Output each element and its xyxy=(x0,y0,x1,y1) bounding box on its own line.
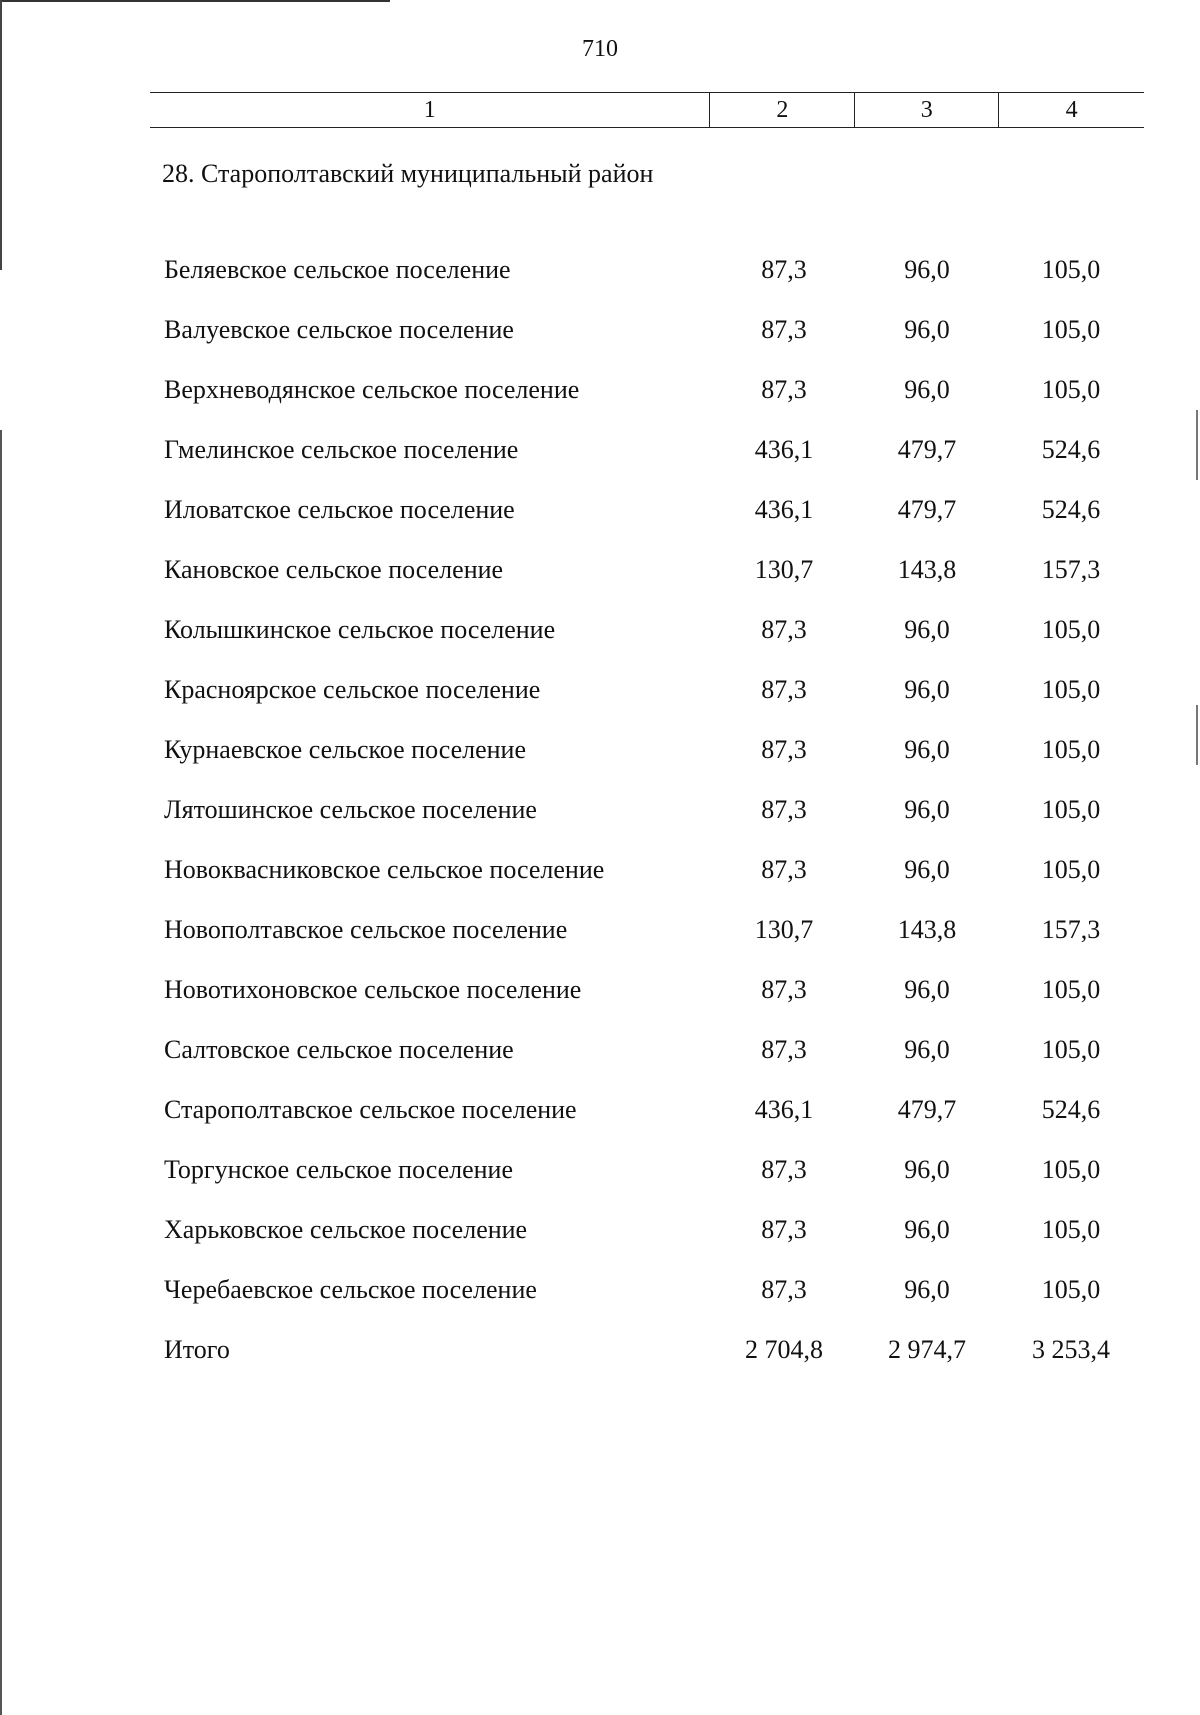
table-row xyxy=(0,490,1200,530)
row-value-col2: 87,3 xyxy=(761,1275,807,1304)
row-value-col3: 96,0 xyxy=(904,375,950,404)
row-value-col2: 436,1 xyxy=(754,1095,814,1124)
total-label: Итого xyxy=(164,1335,230,1364)
row-value-col4: 524,6 xyxy=(1041,495,1101,524)
table-row xyxy=(0,1030,1200,1070)
table-row xyxy=(0,1210,1200,1250)
row-name: Курнаевское сельское поселение xyxy=(164,735,526,764)
section-title: 28. Старополтавский муниципальный район xyxy=(162,159,654,188)
column-header-2: 2 xyxy=(710,93,855,127)
row-name: Новополтавское сельское поселение xyxy=(164,915,568,944)
row-value-col3: 96,0 xyxy=(904,675,950,704)
table-row xyxy=(0,250,1200,290)
table-row xyxy=(0,1270,1200,1310)
row-value-col3: 96,0 xyxy=(904,975,950,1004)
row-value-col4: 524,6 xyxy=(1041,1095,1101,1124)
table-row xyxy=(0,1090,1200,1130)
row-value-col2: 87,3 xyxy=(761,795,807,824)
row-value-col2: 87,3 xyxy=(761,315,807,344)
row-value-col3: 96,0 xyxy=(904,795,950,824)
row-name: Гмелинское сельское поселение xyxy=(164,435,519,464)
table-row xyxy=(0,430,1200,470)
table-row xyxy=(0,610,1200,650)
row-value-col2: 87,3 xyxy=(761,1155,807,1184)
row-name: Красноярское сельское поселение xyxy=(164,675,541,704)
total-value-col3: 2 974,7 xyxy=(888,1335,966,1364)
row-value-col2: 87,3 xyxy=(761,975,807,1004)
row-value-col4: 105,0 xyxy=(1041,1035,1101,1064)
row-value-col2: 87,3 xyxy=(761,255,807,284)
scan-edge-top xyxy=(0,0,390,2)
row-value-col2: 436,1 xyxy=(754,495,814,524)
table-row xyxy=(0,550,1200,590)
row-value-col3: 143,8 xyxy=(897,555,957,584)
row-name: Валуевское сельское поселение xyxy=(164,315,514,344)
row-value-col2: 87,3 xyxy=(761,1035,807,1064)
row-value-col2: 130,7 xyxy=(754,915,814,944)
row-value-col4: 105,0 xyxy=(1041,675,1101,704)
row-value-col2: 87,3 xyxy=(761,1215,807,1244)
row-name: Иловатское сельское поселение xyxy=(164,495,515,524)
row-value-col3: 479,7 xyxy=(897,495,957,524)
row-value-col4: 105,0 xyxy=(1041,615,1101,644)
column-header-3: 3 xyxy=(855,93,999,127)
row-value-col2: 87,3 xyxy=(761,675,807,704)
row-value-col4: 105,0 xyxy=(1041,1275,1101,1304)
row-value-col4: 157,3 xyxy=(1041,555,1101,584)
row-value-col4: 524,6 xyxy=(1041,435,1101,464)
row-value-col4: 105,0 xyxy=(1041,1155,1101,1184)
row-name: Харьковское сельское поселение xyxy=(164,1215,528,1244)
row-value-col4: 105,0 xyxy=(1041,795,1101,824)
row-value-col4: 105,0 xyxy=(1041,1215,1101,1244)
row-value-col4: 105,0 xyxy=(1041,735,1101,764)
row-value-col4: 105,0 xyxy=(1041,855,1101,884)
row-name: Салтовское сельское поселение xyxy=(164,1035,514,1064)
row-value-col3: 143,8 xyxy=(897,915,957,944)
row-name: Беляевское сельское поселение xyxy=(164,255,511,284)
row-name: Лятошинское сельское поселение xyxy=(164,795,537,824)
table-row xyxy=(0,670,1200,710)
row-value-col3: 96,0 xyxy=(904,1035,950,1064)
row-name: Старополтавское сельское поселение xyxy=(164,1095,577,1124)
row-name: Черебаевское сельское поселение xyxy=(164,1275,537,1304)
row-value-col4: 157,3 xyxy=(1041,915,1101,944)
row-value-col2: 130,7 xyxy=(754,555,814,584)
table-row xyxy=(0,850,1200,890)
column-header-1: 1 xyxy=(150,93,710,127)
row-name: Новотихоновское сельское поселение xyxy=(164,975,582,1004)
row-value-col4: 105,0 xyxy=(1041,315,1101,344)
table-row xyxy=(0,370,1200,410)
total-row xyxy=(0,1330,1200,1370)
table-row xyxy=(0,790,1200,830)
page-number: 710 xyxy=(582,36,618,62)
row-value-col2: 87,3 xyxy=(761,615,807,644)
row-value-col3: 96,0 xyxy=(904,1275,950,1304)
row-value-col3: 96,0 xyxy=(904,255,950,284)
row-value-col3: 96,0 xyxy=(904,1155,950,1184)
row-value-col2: 87,3 xyxy=(761,375,807,404)
table-row xyxy=(0,730,1200,770)
row-value-col3: 96,0 xyxy=(904,615,950,644)
column-header-4: 4 xyxy=(1065,97,1078,123)
row-value-col4: 105,0 xyxy=(1041,255,1101,284)
row-value-col3: 96,0 xyxy=(904,315,950,344)
row-name: Колышкинское сельское поселение xyxy=(164,615,556,644)
total-value-col2: 2 704,8 xyxy=(745,1335,823,1364)
table-row xyxy=(0,910,1200,950)
table-row xyxy=(0,310,1200,350)
row-value-col3: 96,0 xyxy=(904,735,950,764)
row-value-col3: 96,0 xyxy=(904,855,950,884)
row-value-col3: 96,0 xyxy=(904,1215,950,1244)
row-name: Верхневодянское сельское поселение xyxy=(164,375,580,404)
row-name: Кановское сельское поселение xyxy=(164,555,504,584)
total-value-col4: 3 253,4 xyxy=(1032,1335,1110,1364)
row-value-col4: 105,0 xyxy=(1041,975,1101,1004)
table-row xyxy=(0,970,1200,1010)
row-name: Торгунское сельское поселение xyxy=(164,1155,513,1184)
table-header xyxy=(150,92,1144,128)
row-value-col4: 105,0 xyxy=(1041,375,1101,404)
row-value-col3: 479,7 xyxy=(897,435,957,464)
row-value-col2: 87,3 xyxy=(761,855,807,884)
table-row xyxy=(0,1150,1200,1190)
row-value-col3: 479,7 xyxy=(897,1095,957,1124)
row-value-col2: 436,1 xyxy=(754,435,814,464)
row-name: Новоквасниковское сельское поселение xyxy=(164,855,605,884)
row-value-col2: 87,3 xyxy=(761,735,807,764)
